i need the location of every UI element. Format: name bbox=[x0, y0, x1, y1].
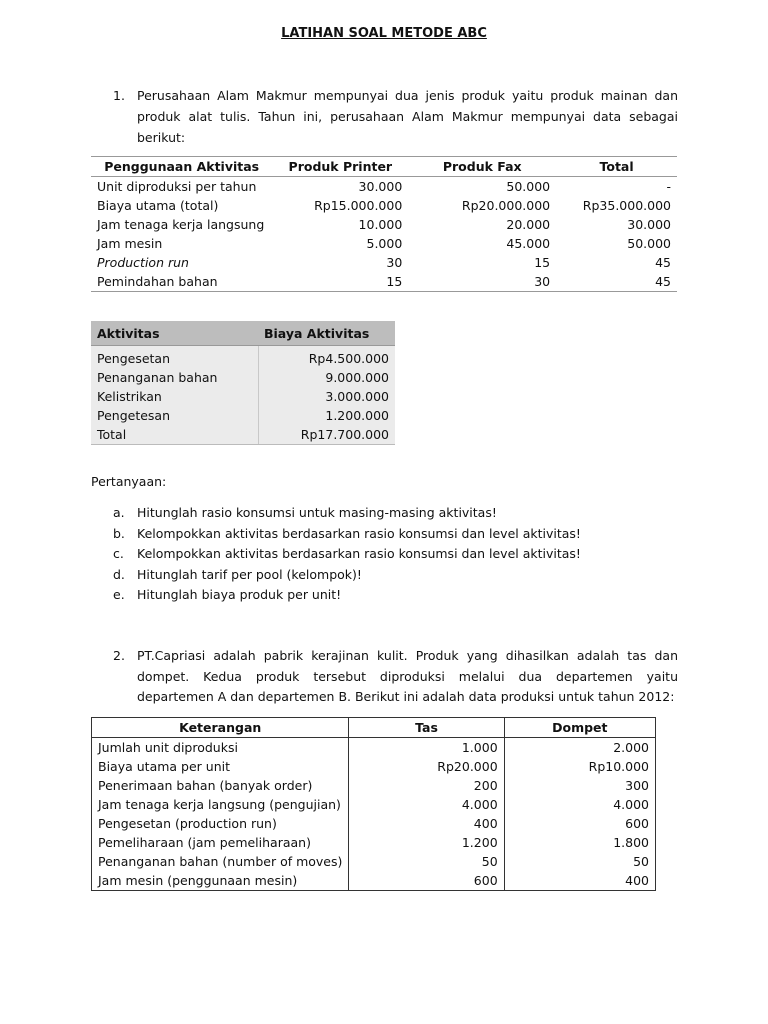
list-item-letter: d. bbox=[113, 566, 125, 582]
list-item bbox=[113, 503, 581, 524]
table-cell: 45 bbox=[556, 272, 677, 292]
table-cell: Jumlah unit diproduksi bbox=[92, 738, 349, 758]
table-row bbox=[91, 368, 395, 387]
table-cell: Rp20.000.000 bbox=[461, 198, 551, 213]
table-cell: 600 bbox=[504, 814, 655, 833]
question-2 bbox=[113, 646, 678, 708]
list-item bbox=[113, 585, 581, 606]
table-row bbox=[91, 272, 677, 292]
table-cell: 50.000 bbox=[627, 236, 671, 251]
table-header-cell: Tas bbox=[349, 718, 504, 738]
table-row bbox=[91, 406, 395, 425]
table-cell: Unit diproduksi per tahun bbox=[97, 179, 257, 194]
table-cell: 10.000 bbox=[358, 217, 403, 232]
table-cell: 4.000 bbox=[504, 795, 655, 814]
table-cell: 30.000 bbox=[627, 217, 671, 232]
table-cell: Production run bbox=[97, 255, 189, 270]
table-cell: 1.200.000 bbox=[258, 406, 395, 425]
table-row bbox=[91, 425, 395, 445]
table-cell: 30.000 bbox=[358, 179, 403, 194]
table-cell: 20.000 bbox=[506, 217, 551, 232]
table-header-cell: Penggunaan Aktivitas bbox=[91, 157, 272, 177]
table-cell: 5.000 bbox=[366, 236, 403, 251]
table-cell: 4.000 bbox=[349, 795, 504, 814]
table-header-cell: Biaya Aktivitas bbox=[258, 321, 395, 346]
table-header-cell: Produk Printer bbox=[272, 157, 408, 177]
table-row bbox=[91, 253, 677, 272]
list-item bbox=[113, 524, 581, 545]
table-header-row bbox=[91, 321, 395, 346]
table-cell: 15 bbox=[534, 255, 551, 270]
activity-cost-table bbox=[91, 321, 395, 445]
table-cell: Pengesetan (production run) bbox=[92, 814, 349, 833]
table-row bbox=[91, 387, 395, 406]
table-cell: Pengesetan bbox=[91, 346, 258, 369]
question-2-number: 2. bbox=[113, 648, 125, 663]
table-row bbox=[92, 814, 656, 833]
activity-usage-table bbox=[91, 156, 677, 292]
list-item-text: Hitunglah tarif per pool (kelompok)! bbox=[137, 566, 362, 582]
table-cell: Jam mesin (penggunaan mesin) bbox=[92, 871, 349, 891]
table-row bbox=[92, 738, 656, 758]
page-title: LATIHAN SOAL METODE ABC bbox=[281, 26, 487, 41]
table-cell: 9.000.000 bbox=[258, 368, 395, 387]
table-cell: Jam tenaga kerja langsung (pengujian) bbox=[92, 795, 349, 814]
questions-label: Pertanyaan: bbox=[91, 474, 167, 489]
list-item bbox=[113, 565, 581, 586]
list-item bbox=[113, 544, 581, 565]
table-header-row bbox=[91, 157, 677, 177]
table-cell: Total bbox=[91, 425, 258, 445]
table-cell: Rp10.000 bbox=[504, 757, 655, 776]
table-cell: Pemindahan bahan bbox=[91, 272, 272, 292]
table-row bbox=[91, 215, 677, 234]
table-cell: Rp15.000.000 bbox=[314, 198, 403, 213]
table-row bbox=[92, 795, 656, 814]
table-cell: Biaya utama (total) bbox=[97, 198, 219, 213]
question-1 bbox=[113, 85, 678, 148]
list-item-letter: e. bbox=[113, 587, 125, 602]
list-item-letter: b. bbox=[113, 525, 125, 541]
list-item-letter: c. bbox=[113, 546, 124, 561]
table-cell: 300 bbox=[504, 776, 655, 795]
table-cell: 400 bbox=[504, 871, 655, 891]
table-cell: - bbox=[666, 179, 671, 194]
table-cell: 50 bbox=[349, 852, 504, 871]
table-cell: 15 bbox=[272, 272, 408, 292]
table-header-cell: Produk Fax bbox=[408, 157, 556, 177]
list-item-text: Kelompokkan aktivitas berdasarkan rasio konsumsi dan level aktivitas! bbox=[137, 525, 581, 541]
table-header-cell: Dompet bbox=[504, 718, 655, 738]
question-1-text: Perusahaan Alam Makmur mempunyai dua jenis produk yaitu produk mainan dan produk alat tulis. Tahun ini, perusahaan Alam Makmur mempunyai data sebagai berikut: bbox=[137, 88, 678, 145]
questions-list bbox=[113, 503, 581, 606]
table-header-cell: Total bbox=[556, 157, 677, 177]
table-cell: 200 bbox=[349, 776, 504, 795]
table-header-row bbox=[92, 718, 656, 738]
table-cell: 50.000 bbox=[506, 179, 551, 194]
table-cell: 1.000 bbox=[349, 738, 504, 758]
table-cell: Penanganan bahan (number of moves) bbox=[92, 852, 349, 871]
list-item-text: Hitunglah biaya produk per unit! bbox=[137, 587, 342, 602]
table-header-cell: Keterangan bbox=[92, 718, 349, 738]
list-item-text: Hitunglah rasio konsumsi untuk masing-masing aktivitas! bbox=[137, 505, 497, 520]
question-2-text: PT.Capriasi adalah pabrik kerajinan kulit. Produk yang dihasilkan adalah tas dan dompet. Kedua produk tersebut diproduksi melalui dua departemen yaitu departemen A dan departemen B. Berikut ini adalah data produksi untuk tahun 2012: bbox=[137, 648, 678, 704]
table-cell: 50 bbox=[504, 852, 655, 871]
table-cell: Penanganan bahan bbox=[91, 368, 258, 387]
table-cell: Rp4.500.000 bbox=[258, 346, 395, 369]
table-row bbox=[91, 196, 677, 215]
table-cell: Jam mesin bbox=[97, 236, 163, 251]
table-cell: 30 bbox=[408, 272, 556, 292]
table-row bbox=[92, 852, 656, 871]
production-data-table bbox=[91, 717, 656, 891]
table-cell: Pengetesan bbox=[91, 406, 258, 425]
table-cell: Rp17.700.000 bbox=[258, 425, 395, 445]
table-row bbox=[91, 234, 677, 253]
table-row bbox=[91, 177, 677, 197]
table-cell: 1.800 bbox=[504, 833, 655, 852]
table-cell: Pemeliharaan (jam pemeliharaan) bbox=[92, 833, 349, 852]
list-item-letter: a. bbox=[113, 505, 125, 520]
table-cell: 600 bbox=[349, 871, 504, 891]
table-cell: 45.000 bbox=[506, 236, 551, 251]
table-header-cell: Aktivitas bbox=[91, 321, 258, 346]
table-row bbox=[92, 833, 656, 852]
table-cell: 45 bbox=[655, 255, 671, 270]
table-cell: Biaya utama per unit bbox=[92, 757, 349, 776]
table-cell: 3.000.000 bbox=[258, 387, 395, 406]
table-cell: Kelistrikan bbox=[91, 387, 258, 406]
table-row bbox=[91, 346, 395, 369]
table-cell: 400 bbox=[349, 814, 504, 833]
question-1-number: 1. bbox=[113, 88, 125, 103]
table-cell: Rp35.000.000 bbox=[582, 198, 671, 213]
table-row bbox=[92, 757, 656, 776]
table-row bbox=[92, 871, 656, 891]
table-cell: Rp20.000 bbox=[349, 757, 504, 776]
table-cell: Penerimaan bahan (banyak order) bbox=[92, 776, 349, 795]
table-cell: Jam tenaga kerja langsung bbox=[97, 217, 265, 232]
table-cell: 2.000 bbox=[504, 738, 655, 758]
table-cell: 1.200 bbox=[349, 833, 504, 852]
table-cell: 30 bbox=[386, 255, 403, 270]
list-item-text: Kelompokkan aktivitas berdasarkan rasio konsumsi dan level aktivitas! bbox=[137, 546, 581, 561]
table-row bbox=[92, 776, 656, 795]
